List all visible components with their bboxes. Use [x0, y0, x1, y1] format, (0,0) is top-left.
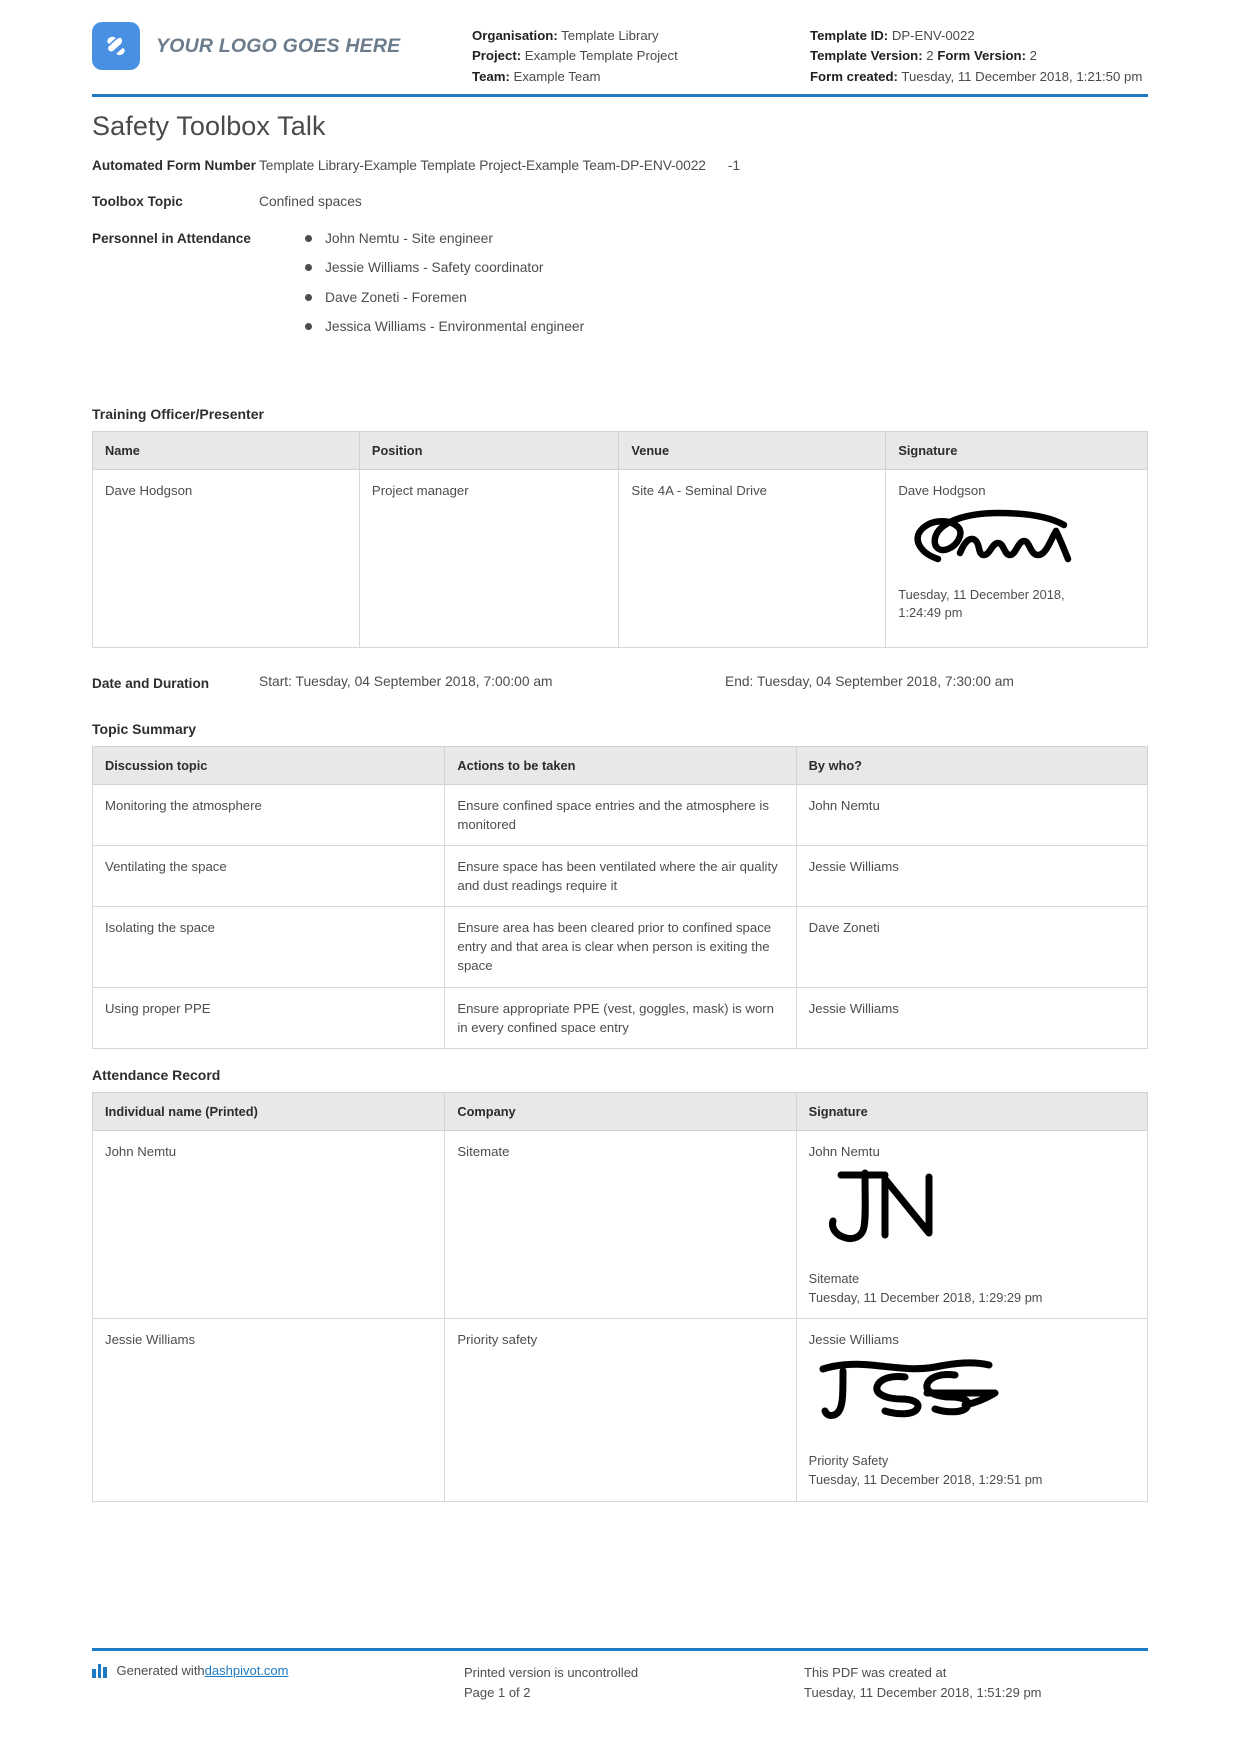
footer-generated-with — [92, 1663, 464, 1702]
signature-company: Sitemate — [808, 1271, 860, 1287]
column-header-discussion-topic: Discussion topic — [93, 746, 445, 784]
created-at-label: This PDF was created at — [804, 1665, 947, 1680]
document-footer — [92, 1648, 1148, 1702]
cell-by-who: Dave Zoneti — [796, 907, 1147, 987]
version-line — [810, 46, 1148, 66]
bar-chart-icon — [92, 1663, 109, 1678]
table-header-row — [93, 432, 1148, 470]
table-row — [93, 784, 1148, 845]
signature-timestamp-line2: 1:24:49 pm — [898, 605, 963, 621]
logo-block — [92, 22, 472, 70]
date-duration-start: Start: Tuesday, 04 September 2018, 7:00:00 am — [259, 674, 553, 690]
spacer — [92, 1049, 1148, 1067]
generated-prefix: Generated with — [116, 1663, 205, 1678]
signature-name: Dave Hodgson — [898, 483, 986, 499]
cell-by-who: Jessie Williams — [796, 987, 1147, 1048]
form-created-label: Form created: — [810, 68, 898, 84]
table-row — [93, 1319, 1148, 1501]
table-header-row — [93, 746, 1148, 784]
footer-print-info — [464, 1663, 804, 1702]
table-row — [93, 907, 1148, 987]
toolbox-topic-label: Toolbox Topic — [92, 194, 183, 210]
signature-company: Priority Safety — [808, 1453, 889, 1469]
team-value: Example Team — [513, 68, 601, 84]
training-officer-table — [92, 431, 1148, 648]
cell-signature — [886, 470, 1148, 648]
signature-timestamp: Tuesday, 11 December 2018, 1:29:51 pm — [808, 1472, 1043, 1488]
column-header-signature: Signature — [796, 1092, 1147, 1130]
date-duration-end: End: Tuesday, 04 September 2018, 7:30:00 am — [725, 674, 1014, 690]
date-duration-label: Date and Duration — [92, 676, 210, 692]
spacer — [92, 648, 1148, 674]
signature-name: John Nemtu — [808, 1143, 880, 1159]
form-created-line — [810, 67, 1148, 87]
project-value: Example Template Project — [524, 48, 678, 64]
document-header — [92, 0, 1148, 88]
spacer — [92, 362, 1148, 406]
cell-topic: Using proper PPE — [93, 987, 445, 1048]
organisation-line — [472, 26, 810, 46]
automated-form-number-label: Automated Form Number — [92, 158, 256, 173]
signature-timestamp: Tuesday, 11 December 2018, 1:29:29 pm — [808, 1289, 1043, 1305]
template-version-value: 2 — [926, 48, 934, 64]
cell-action: Ensure appropriate PPE (vest, goggles, mask) is worn in every confined space entry — [445, 987, 796, 1048]
header-divider — [92, 94, 1148, 97]
footer-created-at — [804, 1663, 1148, 1702]
organisation-label: Organisation: — [472, 28, 558, 43]
cell-venue: Site 4A - Seminal Drive — [619, 470, 886, 648]
template-id-line — [810, 26, 1148, 46]
page-number: Page 1 of 2 — [464, 1684, 531, 1700]
attendance-record-table — [92, 1092, 1148, 1502]
topic-summary-table — [92, 746, 1148, 1049]
signature-name: Jessie Williams — [808, 1332, 899, 1348]
spacer — [92, 695, 1148, 721]
cell-action: Ensure area has been cleared prior to confined space entry and that area is clear when person is exiting the space — [445, 907, 796, 987]
cell-position: Project manager — [359, 470, 619, 648]
list-item: Dave Zoneti - Foremen — [295, 288, 1148, 308]
cell-topic: Isolating the space — [93, 907, 445, 987]
cell-topic: Ventilating the space — [93, 845, 445, 906]
automated-form-number-value — [259, 156, 1148, 176]
cell-action: Ensure confined space entries and the atmosphere is monitored — [445, 784, 796, 845]
afn-main: Template Library-Example Template Project-Example Team-DP-ENV-0022 — [259, 158, 706, 173]
form-created-value: Tuesday, 11 December 2018, 1:21:50 pm — [901, 68, 1143, 84]
cell-by-who: Jessie Williams — [796, 845, 1147, 906]
field-automated-form-number — [92, 156, 1148, 176]
header-meta-right — [810, 22, 1148, 87]
cell-by-who: John Nemtu — [796, 784, 1147, 845]
project-line — [472, 46, 810, 66]
cell-signature — [796, 1319, 1147, 1501]
dashpivot-link[interactable]: dashpivot.com — [204, 1663, 289, 1678]
cell-signature — [796, 1130, 1147, 1318]
signature-drawing — [898, 505, 1135, 572]
column-header-individual-name: Individual name (Printed) — [93, 1092, 445, 1130]
cell-company: Priority safety — [445, 1319, 796, 1501]
topic-summary-heading: Topic Summary — [92, 720, 196, 737]
template-id-value: DP-ENV-0022 — [891, 28, 975, 43]
cell-individual-name: Jessie Williams — [93, 1319, 445, 1501]
form-version-value: 2 — [1029, 48, 1037, 64]
cell-topic: Monitoring the atmosphere — [93, 784, 445, 845]
template-id-label: Template ID: — [810, 28, 889, 43]
field-toolbox-topic — [92, 192, 1148, 212]
cell-action: Ensure space has been ventilated where the air quality and dust readings require it — [445, 845, 796, 906]
organisation-value: Template Library — [561, 28, 659, 43]
signature-drawing — [809, 1353, 1135, 1438]
list-item: John Nemtu - Site engineer — [295, 229, 1148, 249]
footer-divider — [92, 1648, 1148, 1651]
toolbox-topic-value: Confined spaces — [259, 194, 362, 210]
company-logo-icon — [92, 22, 140, 70]
list-item: Jessica Williams - Environmental engineer — [295, 317, 1148, 337]
column-header-venue: Venue — [619, 432, 886, 470]
template-version-label: Template Version: — [810, 48, 923, 64]
training-officer-heading: Training Officer/Presenter — [92, 406, 264, 423]
personnel-value — [259, 229, 1148, 347]
column-header-actions: Actions to be taken — [445, 746, 796, 784]
field-personnel-in-attendance — [92, 229, 1148, 347]
uncontrolled-text: Printed version is uncontrolled — [464, 1665, 639, 1680]
signature-timestamp-line1: Tuesday, 11 December 2018, — [898, 586, 1065, 602]
cell-company: Sitemate — [445, 1130, 796, 1318]
signature-drawing — [809, 1165, 1135, 1256]
column-header-company: Company — [445, 1092, 796, 1130]
list-item: Jessie Williams - Safety coordinator — [295, 258, 1148, 278]
cell-name: Dave Hodgson — [93, 470, 360, 648]
table-row — [93, 845, 1148, 906]
table-row — [93, 1130, 1148, 1318]
attendance-record-heading: Attendance Record — [92, 1066, 221, 1083]
header-meta-left — [472, 22, 810, 87]
column-header-position: Position — [359, 432, 619, 470]
field-date-and-duration — [92, 674, 1148, 694]
column-header-name: Name — [93, 432, 360, 470]
cell-individual-name: John Nemtu — [93, 1130, 445, 1318]
team-label: Team: — [472, 68, 510, 84]
logo-text: YOUR LOGO GOES HERE — [156, 34, 401, 57]
personnel-list — [295, 229, 1148, 338]
afn-suffix: -1 — [727, 158, 740, 173]
table-row — [93, 470, 1148, 648]
page-title: Safety Toolbox Talk — [92, 111, 326, 141]
table-header-row — [93, 1092, 1148, 1130]
table-row — [93, 987, 1148, 1048]
column-header-by-who: By who? — [796, 746, 1147, 784]
form-version-label: Form Version: — [937, 48, 1026, 64]
team-line — [472, 67, 810, 87]
personnel-label: Personnel in Attendance — [92, 230, 251, 246]
created-at-value: Tuesday, 11 December 2018, 1:51:29 pm — [804, 1684, 1042, 1700]
project-label: Project: — [472, 48, 522, 64]
column-header-signature: Signature — [886, 432, 1148, 470]
